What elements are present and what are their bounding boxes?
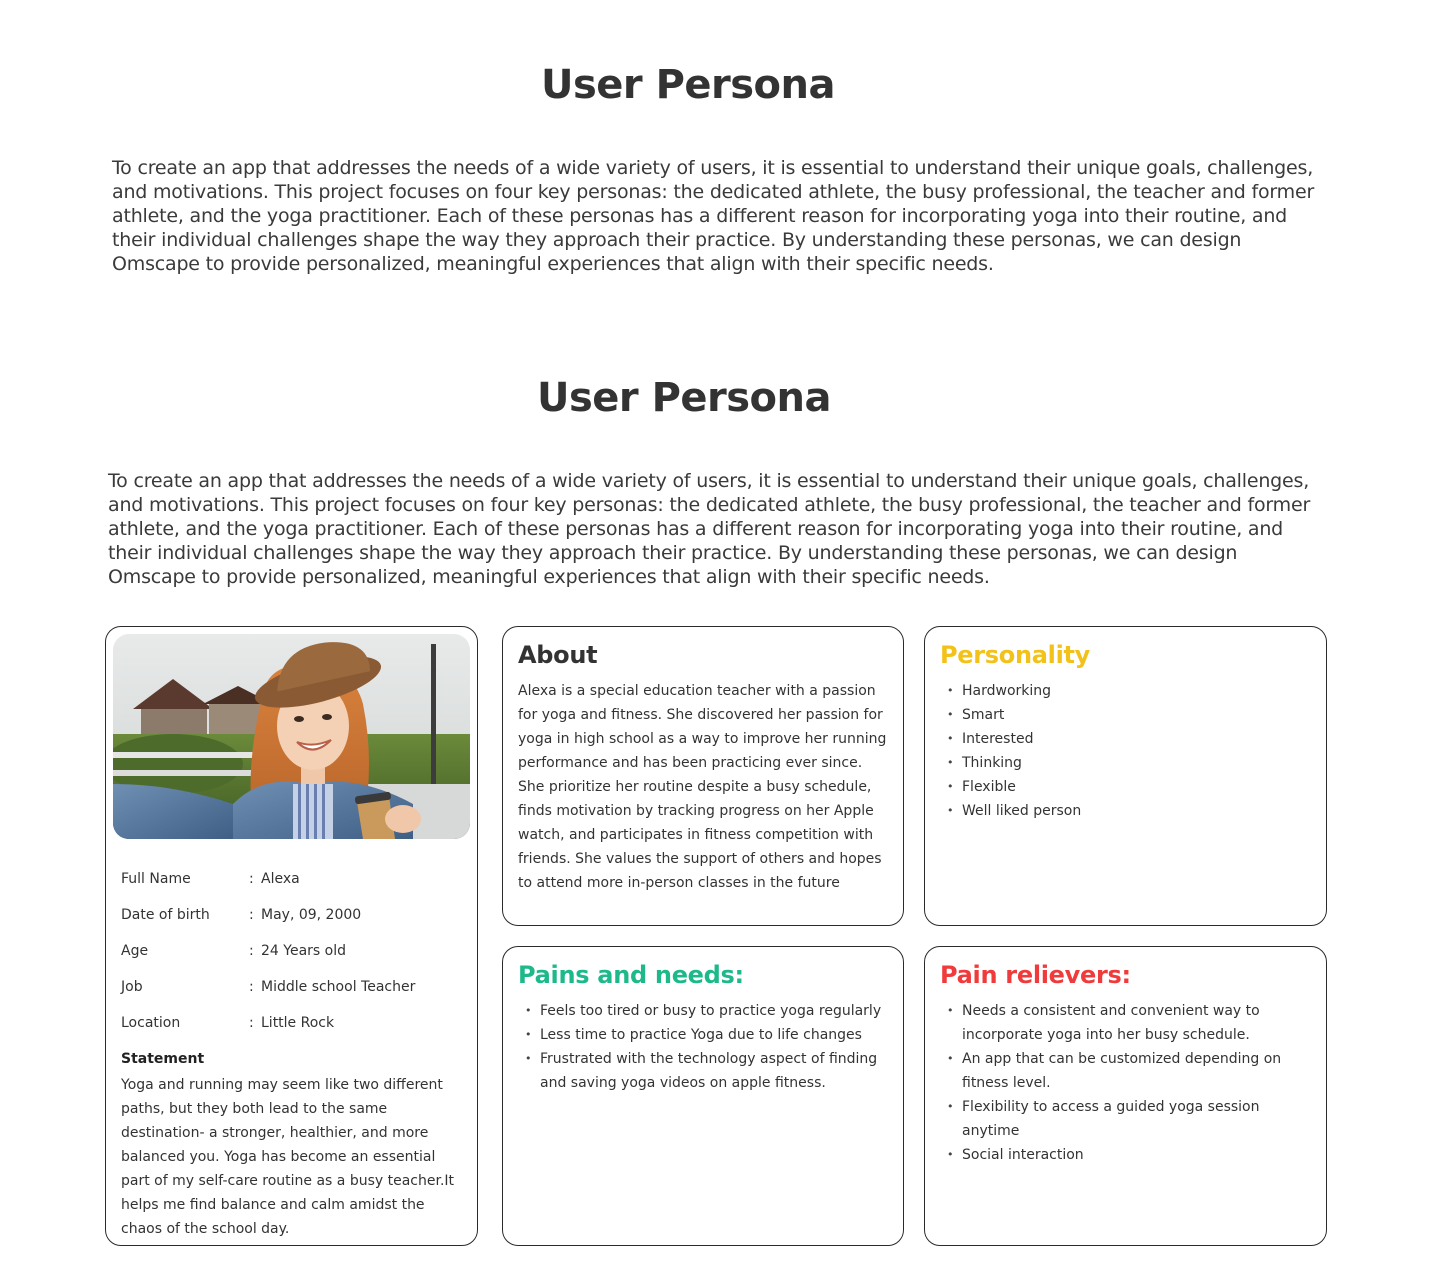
persona-photo (113, 634, 470, 839)
info-label: Job (121, 979, 143, 995)
pains-title: Pains and needs: (518, 961, 744, 989)
list-item: • Social interaction (947, 1143, 1307, 1167)
list-item: • Less time to practice Yoga due to life changes (525, 1023, 885, 1047)
relievers-card (924, 946, 1327, 1246)
list-item: • Feels too tired or busy to practice yoga regularly (525, 999, 885, 1023)
info-separator: : (249, 871, 254, 887)
info-value: Alexa (261, 871, 300, 887)
info-value: 24 Years old (261, 943, 346, 959)
pains-list (525, 999, 885, 1095)
list-item: • Interested (947, 727, 1307, 751)
info-label: Full Name (121, 871, 191, 887)
info-separator: : (249, 907, 254, 923)
info-value: Middle school Teacher (261, 979, 416, 995)
info-label: Age (121, 943, 149, 959)
info-separator: : (249, 1015, 254, 1031)
list-item: • Thinking (947, 751, 1307, 775)
info-separator: : (249, 979, 254, 995)
profile-card (105, 626, 478, 1246)
profile-info (121, 871, 461, 1051)
info-row-job (121, 979, 461, 1015)
list-item: • An app that can be customized depending on fitness level. (947, 1047, 1307, 1095)
list-item: • Needs a consistent and convenient way to incorporate yoga into her busy schedule. (947, 999, 1307, 1047)
list-item: • Frustrated with the technology aspect of finding and saving yoga videos on apple fitness. (525, 1047, 885, 1095)
info-separator: : (249, 943, 254, 959)
relievers-title: Pain relievers: (940, 961, 1131, 989)
intro-paragraph: To create an app that addresses the needs of a wide variety of users, it is essential to understand their unique goals, challenges, and motivations. This project focuses on four key personas: the dedicated athlete, the busy professional, the teacher and former athlete, and the yoga practitioner. Each of these personas has a different reason for incorporating yoga into their routine, and their individual challenges shape the way they approach their practice. By understanding these personas, we can design Omscape to provide personalized, meaningful experiences that align with their specific needs. (112, 157, 1315, 275)
statement-heading: Statement (121, 1051, 205, 1067)
list-item: • Flexibility to access a guided yoga session anytime (947, 1095, 1307, 1143)
pains-card (502, 946, 904, 1246)
info-value: Little Rock (261, 1015, 335, 1031)
list-item: • Well liked person (947, 799, 1307, 823)
info-row-full-name (121, 871, 461, 907)
section-title: User Persona (537, 375, 831, 421)
personality-list (947, 679, 1307, 823)
info-value: May, 09, 2000 (261, 907, 362, 923)
info-row-age (121, 943, 461, 979)
statement-text: Yoga and running may seem like two different paths, but they both lead to the same destination- a stronger, healthier, and more balanced you. Yoga has become an essential part of my self-care routine as a busy teacher.It helps me find balance and calm amidst the chaos of the school day. (121, 1077, 455, 1237)
about-title: About (518, 641, 598, 669)
about-text: Alexa is a special education teacher with a passion for yoga and fitness. She discovered her passion for yoga in high school as a way to improve her running performance and has been practicing ever since. She prioritize her routine despite a busy schedule, finds motivation by tracking progress on her Apple watch, and participates in fitness competition with friends. She values the support of others and hopes to attend more in-person classes in the future (518, 683, 887, 891)
about-card (502, 626, 904, 926)
personality-title: Personality (940, 641, 1091, 669)
info-label: Date of birth (121, 907, 210, 923)
list-item: • Hardworking (947, 679, 1307, 703)
relievers-list (947, 999, 1307, 1167)
personality-card (924, 626, 1327, 926)
info-row-location (121, 1015, 461, 1051)
intro-paragraph: To create an app that addresses the needs of a wide variety of users, it is essential to understand their unique goals, challenges, and motivations. This project focuses on four key personas: the dedicated athlete, the busy professional, the teacher and former athlete, and the yoga practitioner. Each of these personas has a different reason for incorporating yoga into their routine, and their individual challenges shape the way they approach their practice. By understanding these personas, we can design Omscape to provide personalized, meaningful experiences that align with their specific needs. (108, 470, 1311, 588)
info-label: Location (121, 1015, 181, 1031)
list-item: • Smart (947, 703, 1307, 727)
list-item: • Flexible (947, 775, 1307, 799)
page-title: User Persona (541, 62, 835, 108)
info-row-date-of-birth (121, 907, 461, 943)
